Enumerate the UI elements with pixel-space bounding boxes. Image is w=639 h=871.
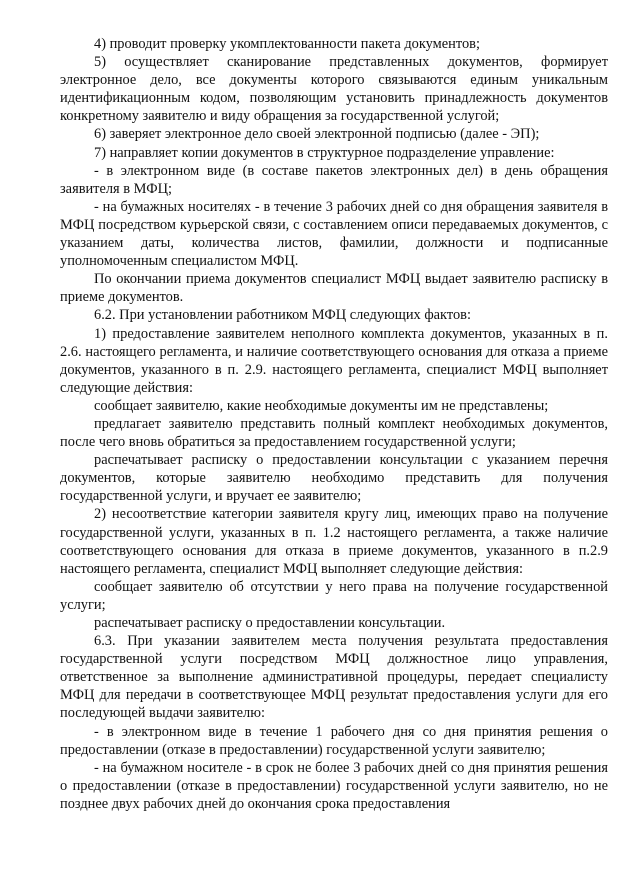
paragraph-paper-copies: - на бумажных носителях - в течение 3 рабочих дней со дня обращения заявителя в МФЦ посредством курьерской связи, с составлением описи передаваемых документов, с указанием даты, количества листов, фамилии, должности и подписанные уполномоченным специалистом МФЦ.: [60, 198, 608, 270]
paragraph-paper-result: - на бумажном носителе - в срок не более 3 рабочих дней со дня принятия решения о предоставлении (отказе в предоставлении) государственной услуги заявителю, но не позднее двух рабочих дней до окончания срока предоставления: [60, 759, 608, 812]
paragraph-offer-complete-set: предлагает заявителю представить полный комплект необходимых документов, после чего вновь обратиться за предоставлением государственной услуги;: [60, 415, 608, 451]
paragraph-item-5: 5) осуществляет сканирование представленных документов, формирует электронное дело, все документы которого связываются единым уникальным идентификационным кодом, позволяющим установить принадлежность документов конкретному заявителю и виду обращения за государственной услугой;: [60, 54, 608, 125]
paragraph-electronic-result: - в электронном виде в течение 1 рабочего дня со дня принятия решения о предоставлении (отказе в предоставлении) государственной услуги заявителю;: [60, 723, 608, 758]
paragraph-inform-missing: сообщает заявителю, какие необходимые документы им не представлены;: [94, 397, 549, 414]
paragraph-inform-no-right: сообщает заявителю об отсутствии у него права на получение государственной услуги;: [60, 578, 608, 613]
section-6-3-paragraph: 6.3. При указании заявителем места получения результата предоставления государственной услуги посредством МФЦ должностное лицо управления, ответственное за выполнение административной процедуры, передает специалисту МФЦ для передачи в соответствующее МФЦ результат предоставления услуги для его последующей выдачи заявителю:: [60, 633, 608, 722]
paragraph-print-receipt-list: распечатывает расписку о предоставлении консультации с указанием перечня документов, которые заявителю необходимо представить для получения государственной услуги, и вручает ее заявителю;: [60, 452, 608, 505]
paragraph-print-receipt: распечатывает расписку о предоставлении консультации.: [94, 615, 446, 631]
section-6-2-heading: 6.2. При установлении работником МФЦ следующих фактов:: [94, 307, 471, 324]
paragraph-receipt: По окончании приема документов специалист МФЦ выдает заявителю расписку в приеме документов.: [60, 271, 608, 306]
paragraph-incomplete-set: 1) предоставление заявителем неполного комплекта документов, указанных в п. 2.6. настоящего регламента, и наличие соответствующего основания для отказа а приеме документов, указанного в п. 2.9. настоящего регламента, специалист МФЦ выполняет следующие действия:: [60, 325, 608, 396]
paragraph-category-mismatch: 2) несоответствие категории заявителя кругу лиц, имеющих право на получение государственной услуги, указанных в п. 1.2 настоящего регламента, а также наличие соответствующего основания для отказа в приеме документов, указанного в п.2.9 настоящего регламента, специалист МФЦ выполняет следующие действия:: [60, 506, 608, 577]
paragraph-item-4: 4) проводит проверку укомплектованности пакета документов;: [94, 36, 480, 52]
paragraph-electronic-copies: - в электронном виде (в составе пакетов электронных дел) в день обращения заявителя в МФЦ;: [60, 162, 608, 197]
paragraph-item-7: 7) направляет копии документов в структурное подразделение управление:: [94, 144, 555, 161]
paragraph-item-6: 6) заверяет электронное дело своей электронной подписью (далее - ЭП);: [94, 126, 540, 143]
